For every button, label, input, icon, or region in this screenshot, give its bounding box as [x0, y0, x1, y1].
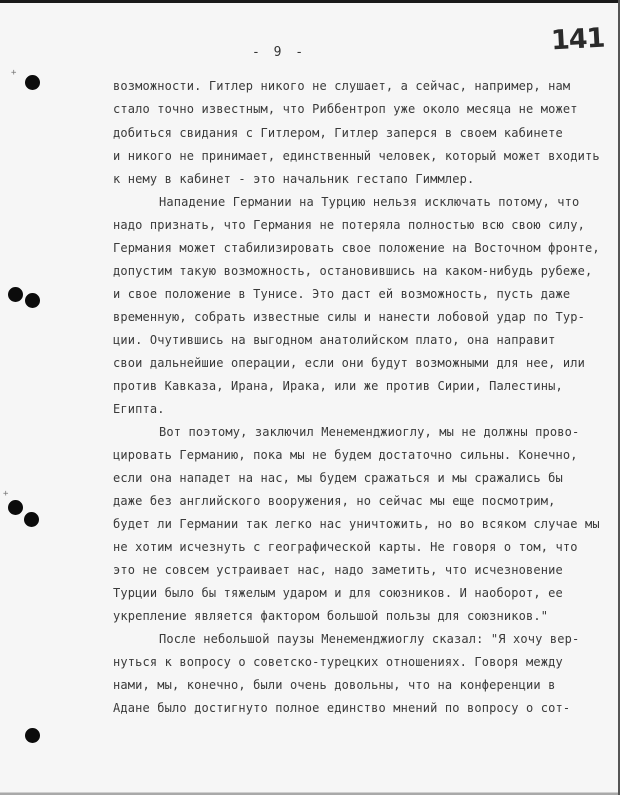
- text-line: это не совсем устраивает нас, надо заметить, что исчезновение: [113, 563, 563, 577]
- text-line: нами, мы, конечно, были очень довольны, что на конференции в: [113, 678, 556, 692]
- text-line: стало точно известным, что Риббентроп уже около месяца не может: [113, 102, 578, 116]
- text-line: нуться к вопросу о советско-турецких отношениях. Говоря между: [113, 655, 563, 669]
- binder-hole: [8, 287, 23, 302]
- text-line: цировать Германию, пока мы не будем достаточно сильны. Конечно,: [113, 448, 578, 462]
- text-line: Германия может стабилизировать свое положение на Восточном фронте,: [113, 241, 600, 255]
- text-line: если она нападет на нас, мы будем сражаться и мы сражались бы: [113, 471, 563, 485]
- text-line: против Кавказа, Ирана, Ирака, или же против Сирии, Палестины,: [113, 379, 563, 393]
- text-line: ции. Очутившись на выгодном анатолийском плато, она направит: [113, 333, 556, 347]
- binder-hole: [25, 728, 40, 743]
- margin-tick-mark: +: [3, 489, 9, 499]
- text-line: надо признать, что Германия не потеряла полностью всю свою силу,: [113, 218, 585, 232]
- text-line: После небольшой паузы Менеменджиоглу сказал: "Я хочу вер-: [159, 632, 580, 646]
- text-line: добиться свидания с Гитлером, Гитлер заперся в своем кабинете: [113, 126, 563, 140]
- text-line: возможности. Гитлер никого не слушает, а сейчас, например, нам: [113, 79, 571, 93]
- text-line: временную, собрать известные силы и нанести лобовой удар по Тур-: [113, 310, 585, 324]
- text-line: Турции было бы тяжелым ударом и для союзников. И наоборот, ее: [113, 586, 563, 600]
- page-number: - 9 -: [252, 45, 307, 60]
- text-line: и свое положение в Тунисе. Это даст ей возможность, пусть даже: [113, 287, 571, 301]
- text-line: Адане было достигнуто полное единство мнений по вопросу о сот-: [113, 701, 571, 715]
- text-line: к нему в кабинет - это начальник гестапо Гиммлер.: [113, 172, 475, 186]
- scan-border-top: [0, 0, 620, 3]
- text-line: и никого не принимает, единственный человек, который может входить: [113, 149, 600, 163]
- text-line: укрепление является фактором большой пользы для союзников.": [113, 609, 549, 623]
- text-line: допустим такую возможность, остановившись на каком-нибудь рубеже,: [113, 264, 593, 278]
- text-line: Египта.: [113, 402, 165, 416]
- margin-tick-mark: +: [11, 68, 17, 78]
- binder-hole: [8, 500, 23, 515]
- text-line: Вот поэтому, заключил Менеменджиоглу, мы не должны прово-: [159, 425, 580, 439]
- archive-folio-number: 141: [550, 22, 606, 57]
- text-line: Нападение Германии на Турцию нельзя исключать потому, что: [159, 195, 580, 209]
- text-line: не хотим исчезнуть с географической карты. Не говоря о том, что: [113, 540, 578, 554]
- binder-hole: [25, 293, 40, 308]
- binder-hole: [24, 512, 39, 527]
- text-line: будет ли Германии так легко нас уничтожить, но во всяком случае мы: [113, 517, 600, 531]
- text-line: даже без английского вооружения, но сейчас мы еще посмотрим,: [113, 494, 556, 508]
- binder-hole: [25, 75, 40, 90]
- text-line: свои дальнейшие операции, если они будут возможными для нее, или: [113, 356, 585, 370]
